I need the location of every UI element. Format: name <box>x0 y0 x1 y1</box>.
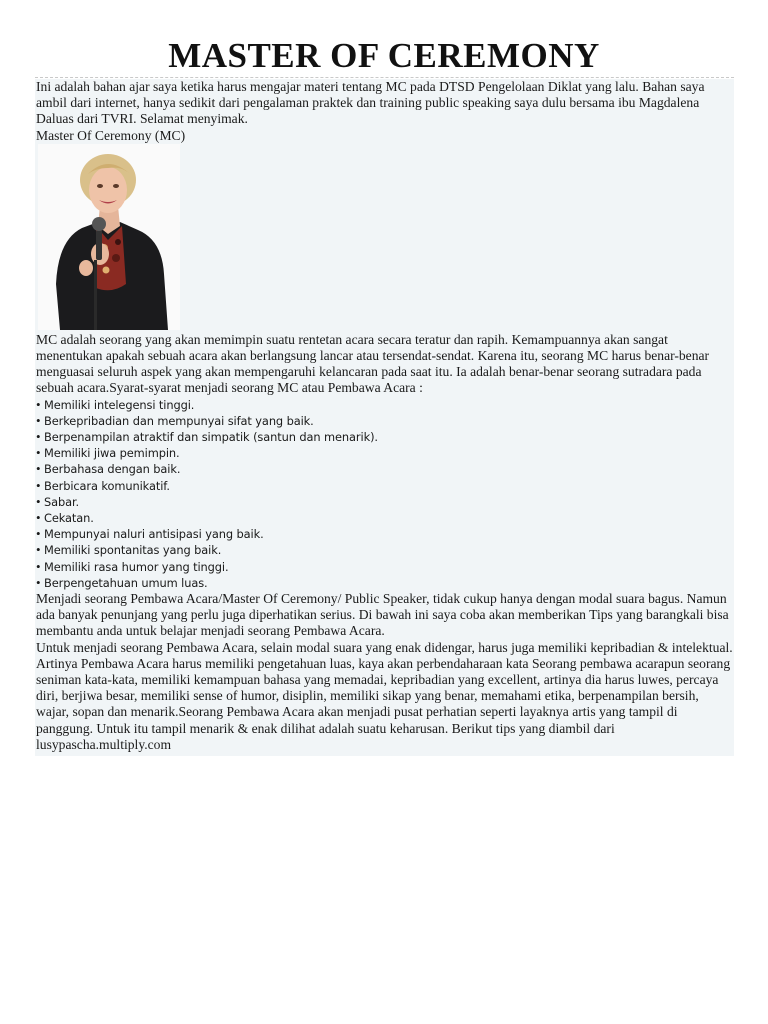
list-item: • Berpengetahuan umum luas. <box>36 574 208 590</box>
list-item: • Memiliki intelegensi tinggi. <box>36 396 195 412</box>
list-item: • Memiliki spontanitas yang baik. <box>36 542 222 558</box>
intro-paragraph: Ini adalah bahan ajar saya ketika harus mengajar materi tentang MC pada DTSD Pengelolaan Diklat yang lalu. Bahan saya ambil dari internet, hanya sedikit dari pengalaman praktek dan training public speaking saya dulu bersama ibu Magdalena Daluas dari TVRI. Selamat menyimak. <box>36 79 705 127</box>
list-item: • Cekatan. <box>36 510 94 526</box>
mc-photo <box>38 144 180 330</box>
list-item: • Memiliki jiwa pemimpin. <box>36 445 180 461</box>
list-item: • Mempunyai naluri antisipasi yang baik. <box>36 526 264 542</box>
list-item: • Memiliki rasa humor yang tinggi. <box>36 558 229 574</box>
section-subheading: Master Of Ceremony (MC) <box>36 127 186 143</box>
article-body <box>35 79 734 756</box>
qualities-paragraph: Untuk menjadi seorang Pembawa Acara, selain modal suara yang enak didengar, harus juga memiliki kepribadian & intelektual. Artinya Pembawa Acara harus memiliki pengetahuan luas, kaya akan perbendaharaan kata Seorang pembawa acarapun seorang seniman kata-kata, memiliki kemampuan bahasa yang memadai, kepribadian yang excellent, artinya dia harus luwes, percaya diri, berjiwa besar, memiliki sense of humor, disiplin, memiliki sikap yang benar, memahami etika, berpenampilan bersih, wajar, sopan dan menarik.Seorang Pembawa Acara akan menjadi pusat perhatian seperti layaknya artis yang tampil di panggung. Untuk itu tampil menarik & enak dilihat adalah suatu keharusan. Berikut tips yang diambil dari lusypascha.multiply.com <box>36 639 733 752</box>
requirements-list <box>36 397 733 591</box>
list-item: • Berkepribadian dan mempunyai sifat yang baik. <box>36 412 314 428</box>
tips-intro-paragraph: Menjadi seorang Pembawa Acara/Master Of Ceremony/ Public Speaker, tidak cukup hanya dengan modal suara bagus. Namun ada banyak penunjang yang perlu juga diperhatikan serius. Di bawah ini saya coba akan memberikan Tips yang barangkali bisa membantu anda untuk belajar menjadi seorang Pembawa Acara. <box>36 591 729 639</box>
definition-paragraph: MC adalah seorang yang akan memimpin suatu rentetan acara secara teratur dan rapih. Kemampuannya akan sangat menentukan apakah sebuah acara akan berlangsung lancar atau tersendat-sendat. Karena itu, seorang MC harus benar-benar menguasai seluruh aspek yang akan mempengaruhi kelancaran pada saat itu. Ia adalah benar-benar seorang sutradara pada sebuah acara.Syarat-syarat menjadi seorang MC atau Pembawa Acara : <box>36 331 710 396</box>
page-title: MASTER OF CEREMONY <box>168 36 600 75</box>
list-item: • Sabar. <box>36 493 80 509</box>
list-item: • Berbahasa dengan baik. <box>36 461 181 477</box>
title-divider <box>35 77 734 78</box>
list-item: • Berpenampilan atraktif dan simpatik (santun dan menarik). <box>36 429 378 445</box>
list-item: • Berbicara komunikatif. <box>36 477 170 493</box>
